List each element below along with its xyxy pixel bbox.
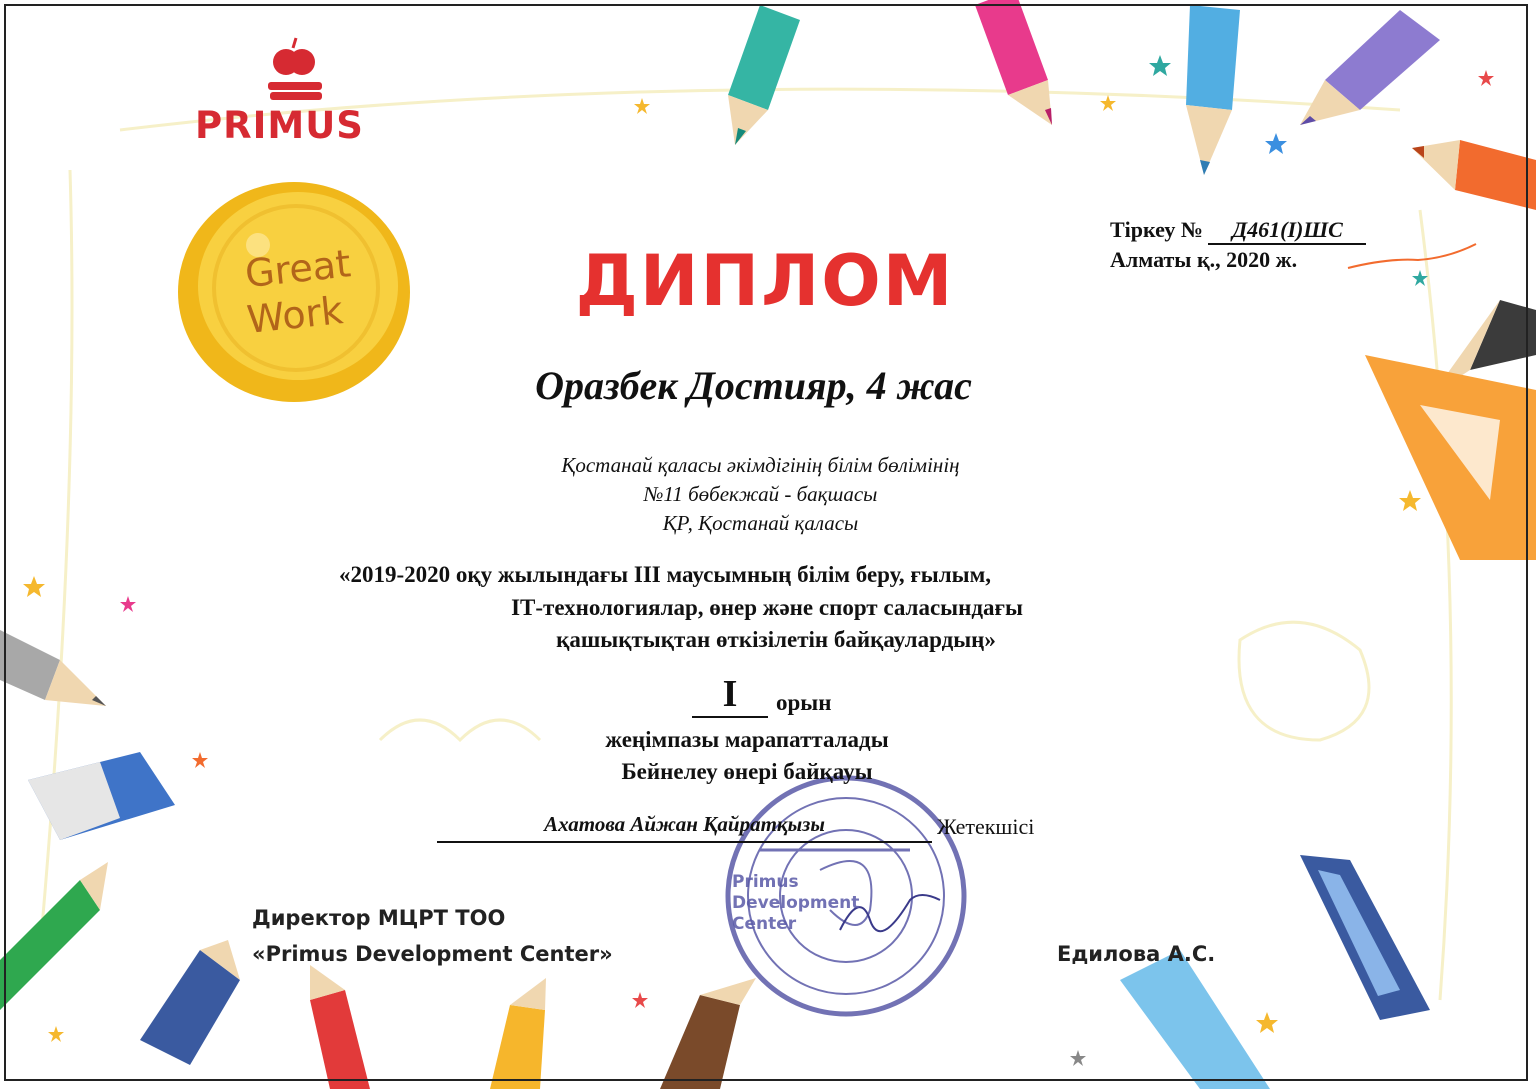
seal-text-line2: Work [244, 288, 346, 342]
place-number: I [692, 672, 768, 718]
director-title-line2: «Primus Development Center» [252, 942, 613, 966]
leader-name: Ахатова Айжан Қайратқызы [437, 812, 932, 843]
registration-label: Тіркеу № [1110, 217, 1203, 242]
blue-pencil-top [1186, 5, 1240, 175]
teal-pencil-top [728, 5, 800, 145]
award-text: жеңімпазы марапатталады [605, 727, 889, 752]
stamp-text-line1: Primus [732, 872, 799, 892]
competition-line-2: ІТ-технологиялар, өнер және спорт саласындағы [511, 595, 1023, 620]
signer-name: Едилова А.С. [1057, 942, 1216, 966]
apple-books-logo [268, 38, 322, 100]
organization-line-2: №11 бөбекжай - бақшасы [643, 482, 878, 506]
seal-text-line1: Great [242, 241, 353, 297]
director-title-line1: Директор МЦРТ ТОО [252, 906, 506, 930]
place-label: орын [776, 690, 832, 715]
brand-name: PRIMUS [195, 104, 364, 147]
stamp-text-line2: Development [732, 893, 860, 913]
blue-pencil-bottom-left [140, 940, 240, 1065]
orange-pencil-right [1412, 140, 1536, 210]
registration-number: Д461(І)ШС [1208, 217, 1366, 245]
diploma-title: ДИПЛОМ [575, 240, 955, 322]
green-pencil-left [0, 862, 108, 1010]
blue-ruler-bottom [1120, 950, 1270, 1089]
contest-name: Бейнелеу өнері байқауы [621, 759, 873, 784]
stamp-center-text [732, 872, 859, 935]
registration-line [1110, 217, 1366, 245]
registration-place-date: Алматы қ., 2020 ж. [1110, 247, 1298, 272]
leader-role: Жетекшісі [937, 814, 1035, 839]
competition-line-1: «2019-2020 оқу жылындағы ІІІ маусымның білім беру, ғылым, [338, 562, 992, 587]
organization-line-3: ҚР, Қостанай қаласы [662, 511, 859, 535]
competition-line-3: қашықтықтан өткізілетін байқаулардың» [556, 627, 996, 652]
recipient-name: Оразбек Достияр, 4 жас [535, 363, 972, 408]
red-pencil-bottom [310, 965, 370, 1089]
stamp-text-line3: Center [732, 914, 797, 934]
organization-line-1: Қостанай қаласы әкімдігінің білім бөлімінің [561, 453, 960, 477]
blue-pencil-bottom-right [1300, 855, 1430, 1020]
pink-pencil-top [975, 0, 1052, 125]
brown-pencil-bottom [660, 978, 756, 1089]
registration-flourish [1348, 244, 1476, 268]
yellow-pencil-bottom [490, 978, 546, 1089]
